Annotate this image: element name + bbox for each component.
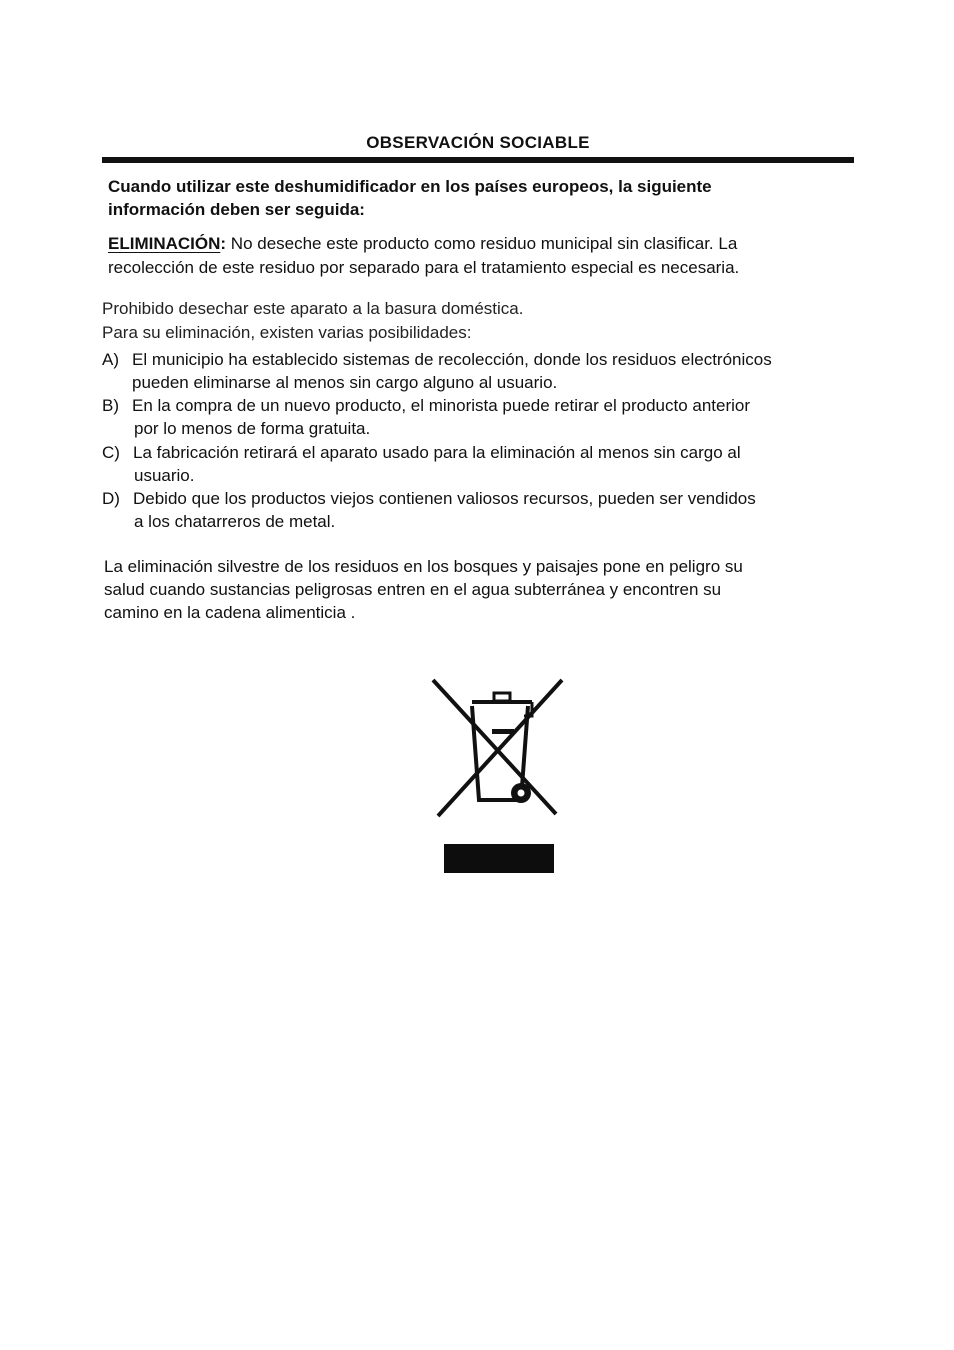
closing-line-2: salud cuando sustancias peligrosas entren en el agua subterránea y encontren su xyxy=(104,580,722,599)
option-c-key: C) xyxy=(102,443,120,462)
option-d-line-1: Debido que los productos viejos contienen valiosos recursos, pueden ser vendidos xyxy=(133,489,756,508)
intro-line-1: Cuando utilizar este deshumidificador en los países europeos, la siguiente xyxy=(108,177,712,196)
option-d xyxy=(102,487,862,533)
closing-line-1: La eliminación silvestre de los residuos en los bosques y paisajes pone en peligro su xyxy=(104,557,743,576)
elimination-label-text: ELIMINACIÓN xyxy=(108,234,221,253)
paragraph-prohibited: Prohibido desechar este aparato a la basura doméstica. xyxy=(102,299,524,318)
elimination-text-1: No deseche este producto como residuo municipal sin clasificar. La xyxy=(226,234,738,253)
closing-paragraph xyxy=(104,555,844,624)
page-title: OBSERVACIÓN SOCIABLE xyxy=(366,133,590,152)
option-a-line-2: pueden eliminarse al menos sin cargo alguno al usuario. xyxy=(132,373,558,392)
paragraph-options-intro: Para su eliminación, existen varias posibilidades: xyxy=(102,323,472,342)
option-b-key: B) xyxy=(102,396,119,415)
elimination-line-2: recolección de este residuo por separado para el tratamiento especial es necesaria. xyxy=(108,258,740,277)
elimination-line-1 xyxy=(108,232,848,256)
intro-line-2: información deben ser seguida: xyxy=(108,200,365,219)
option-a-line-1: El municipio ha establecido sistemas de recolección, donde los residuos electrónicos xyxy=(132,350,772,369)
option-a-key: A) xyxy=(102,350,119,369)
option-c xyxy=(102,441,862,487)
option-a xyxy=(102,348,862,394)
option-b xyxy=(102,394,862,440)
closing-line-3: camino en la cadena alimenticia . xyxy=(104,603,356,622)
option-b-line-1: En la compra de un nuevo producto, el minorista puede retirar el producto anterior xyxy=(132,396,751,415)
crossed-out-wheelie-bin-icon xyxy=(428,676,568,822)
elimination-paragraph xyxy=(108,232,848,280)
option-d-key: D) xyxy=(102,489,120,508)
weee-bar xyxy=(444,844,554,873)
title-rule xyxy=(102,157,854,163)
elimination-label xyxy=(108,234,226,253)
option-c-line-1: La fabricación retirará el aparato usado para la eliminación al menos sin cargo al xyxy=(133,443,741,462)
intro-paragraph xyxy=(108,175,848,221)
elimination-label-colon: : xyxy=(220,234,227,253)
option-d-line-2: a los chatarreros de metal. xyxy=(134,512,336,531)
option-c-line-2: usuario. xyxy=(134,466,195,485)
option-b-line-2: por lo menos de forma gratuita. xyxy=(134,419,371,438)
